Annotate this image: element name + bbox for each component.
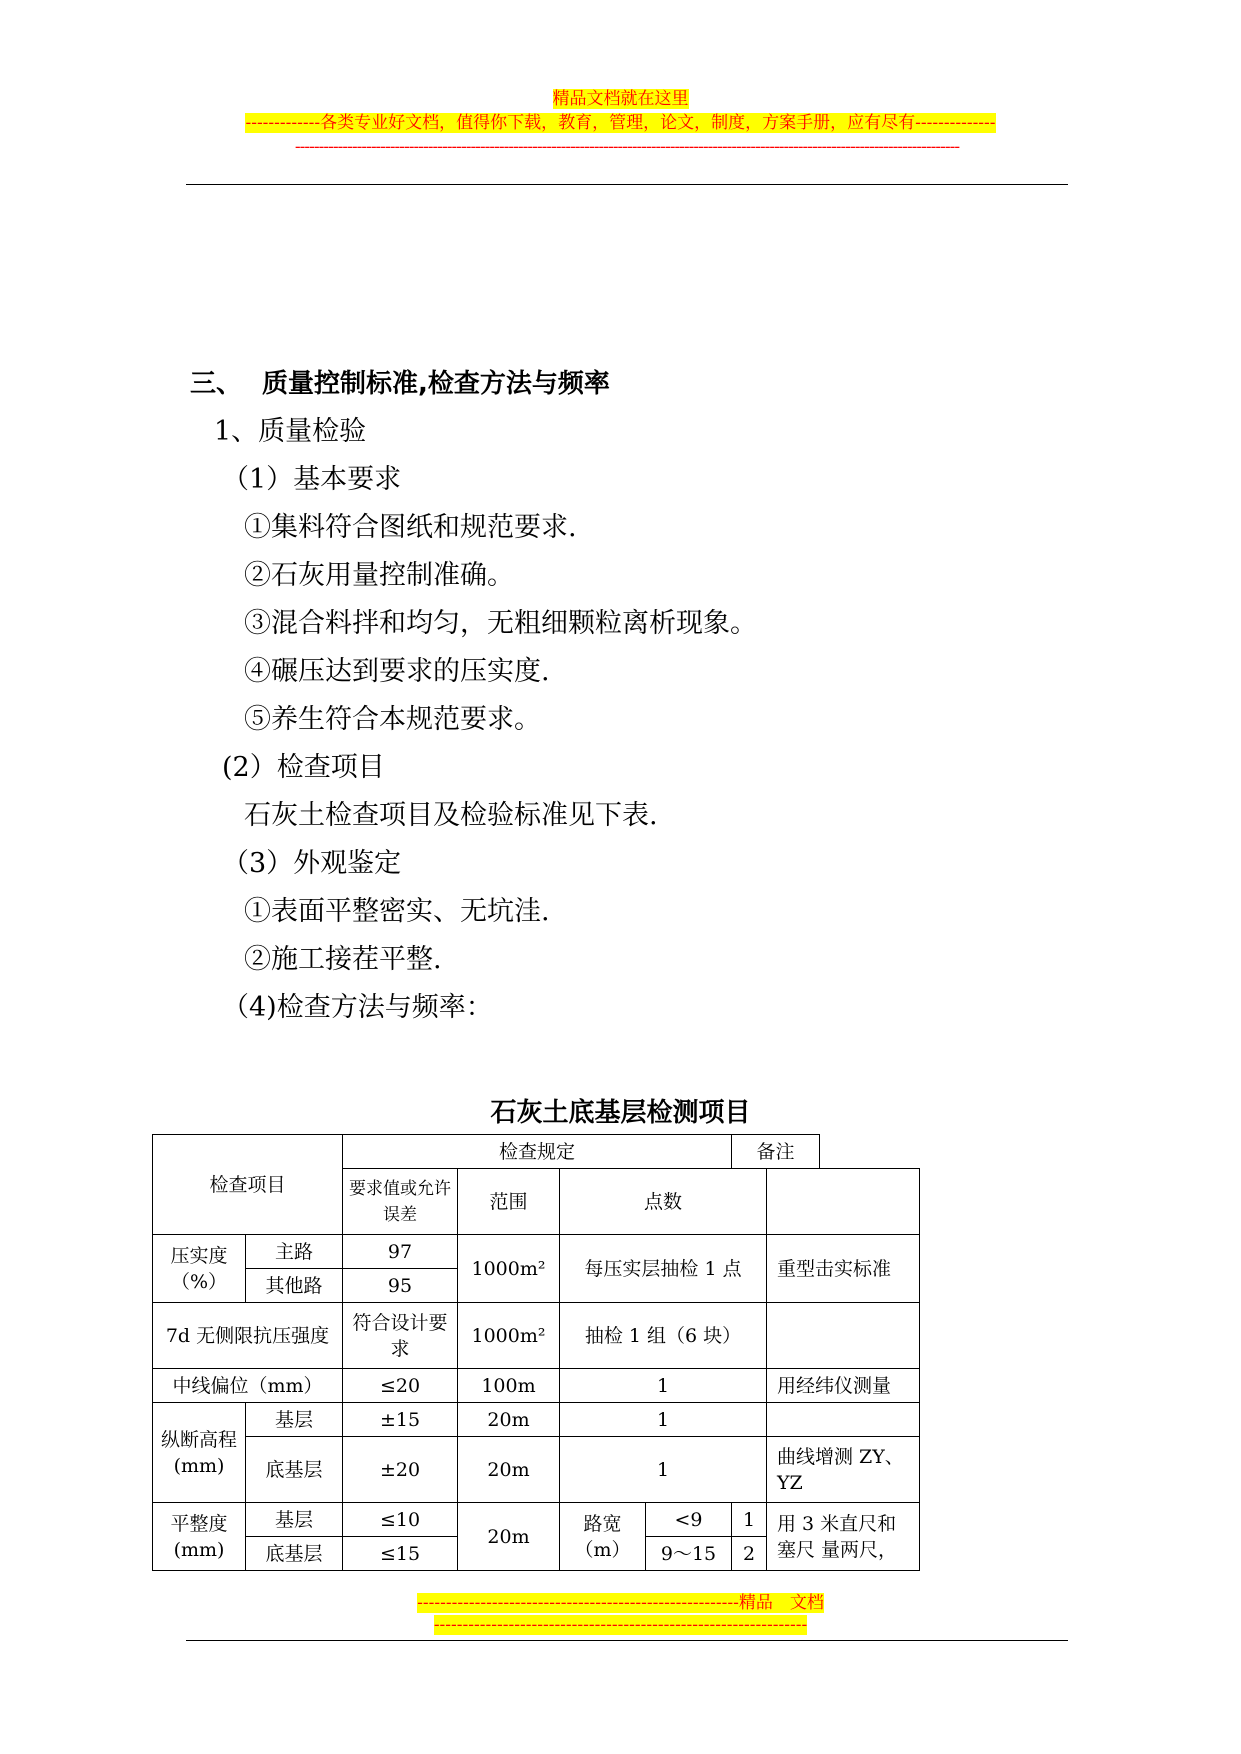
- header-rule: [186, 184, 1068, 185]
- list-item: ①表面平整密实、无坑洼.: [244, 896, 550, 927]
- heading-inspection-items: (2）检查项目: [222, 752, 385, 783]
- cell-flatness: 平整度(mm): [153, 1503, 246, 1571]
- cell-note: [767, 1403, 920, 1437]
- cell-main-road: 主路: [246, 1235, 343, 1269]
- cell-centerline: 中线偏位（mm）: [153, 1369, 343, 1403]
- cell-value: 95: [343, 1269, 458, 1303]
- cell-value: 符合设计要求: [343, 1303, 458, 1369]
- cell-range: 1000m²: [458, 1303, 560, 1369]
- cell-range: 20m: [458, 1403, 560, 1437]
- header-line-2: -------------各类专业好文档，值得你下载，教育，管理，论文，制度，方案手册，应有尽有--------------: [245, 113, 996, 133]
- header-range: 范围: [458, 1169, 560, 1235]
- cell-note: 用经纬仪测量: [767, 1369, 920, 1403]
- cell-note: 用 3 米直尺和塞尺 量两尺，: [767, 1503, 920, 1571]
- footer-rule: [186, 1640, 1068, 1641]
- list-item: ③混合料拌和均匀，无粗细颗粒离析现象。: [244, 608, 757, 639]
- cell-strength: 7d 无侧限抗压强度: [153, 1303, 343, 1369]
- cell-points: 抽检 1 组（6 块）: [560, 1303, 767, 1369]
- section-number: 三、: [190, 369, 243, 399]
- cell-count: 1: [732, 1503, 767, 1537]
- cell-count: 2: [732, 1537, 767, 1571]
- table-title: 石灰土底基层检测项目: [490, 1098, 751, 1128]
- heading-appearance: （3）外观鉴定: [222, 848, 402, 879]
- paragraph: 石灰土检查项目及检验标准见下表.: [244, 800, 658, 831]
- footer-line-1: --------------------------------------------------------精品 文档: [417, 1593, 824, 1613]
- list-item: ①集料符合图纸和规范要求.: [244, 512, 577, 543]
- header-item: 检查项目: [153, 1135, 343, 1235]
- header-spec: 检查规定: [343, 1135, 732, 1169]
- cell-range: 1000m²: [458, 1235, 560, 1303]
- section-title: [190, 366, 610, 402]
- cell-road-width: 路宽（m）: [560, 1503, 646, 1571]
- header-note: 备注: [732, 1135, 820, 1169]
- footer-line-2: -----------------------------------------------------------------: [433, 1615, 808, 1635]
- list-item: ②石灰用量控制准确。: [244, 560, 514, 591]
- cell-width-range: <9: [646, 1503, 732, 1537]
- cell-value: ±20: [343, 1437, 458, 1503]
- cell-other-road: 其他路: [246, 1269, 343, 1303]
- section-title-text: 质量控制标准,检查方法与频率: [262, 369, 610, 399]
- header-line-1: 精品文档就在这里: [552, 89, 689, 109]
- cell-range: 100m: [458, 1369, 560, 1403]
- cell-note: 曲线增测 ZY、YZ: [767, 1437, 920, 1503]
- heading-method-frequency: （4)检查方法与频率：: [222, 992, 493, 1023]
- cell-subbase: 底基层: [246, 1437, 343, 1503]
- cell-points: 1: [560, 1369, 767, 1403]
- cell-points: 1: [560, 1403, 767, 1437]
- cell-value: 97: [343, 1235, 458, 1269]
- list-item: ④碾压达到要求的压实度.: [244, 656, 550, 687]
- cell-value: ≤10: [343, 1503, 458, 1537]
- list-item: ⑤养生符合本规范要求。: [244, 704, 541, 735]
- header-points: 点数: [560, 1169, 767, 1235]
- subsection-quality-inspection: 1、质量检验: [214, 416, 367, 447]
- cell-base: 基层: [246, 1503, 343, 1537]
- header-blank: [767, 1169, 920, 1235]
- cell-width-range: 9～15: [646, 1537, 732, 1571]
- inspection-table: [152, 1134, 920, 1571]
- header-required-value: 要求值或允许误差: [343, 1169, 458, 1235]
- heading-basic-requirements: （1）基本要求: [222, 464, 402, 495]
- list-item: ②施工接茬平整.: [244, 944, 442, 975]
- cell-value: ≤20: [343, 1369, 458, 1403]
- cell-range: 20m: [458, 1437, 560, 1503]
- cell-note: [767, 1303, 920, 1369]
- cell-base: 基层: [246, 1403, 343, 1437]
- cell-value: ≤15: [343, 1537, 458, 1571]
- header-line-3: --------------------------------------------------------------------------------------------------------------------------------------------: [294, 137, 960, 157]
- cell-points: 1: [560, 1437, 767, 1503]
- cell-note: 重型击实标准: [767, 1235, 920, 1303]
- cell-elevation: 纵断高程(mm): [153, 1403, 246, 1503]
- cell-compaction: 压实度（%）: [153, 1235, 246, 1303]
- cell-value: ±15: [343, 1403, 458, 1437]
- cell-points: 每压实层抽检 1 点: [560, 1235, 767, 1303]
- cell-subbase: 底基层: [246, 1537, 343, 1571]
- cell-range: 20m: [458, 1503, 560, 1571]
